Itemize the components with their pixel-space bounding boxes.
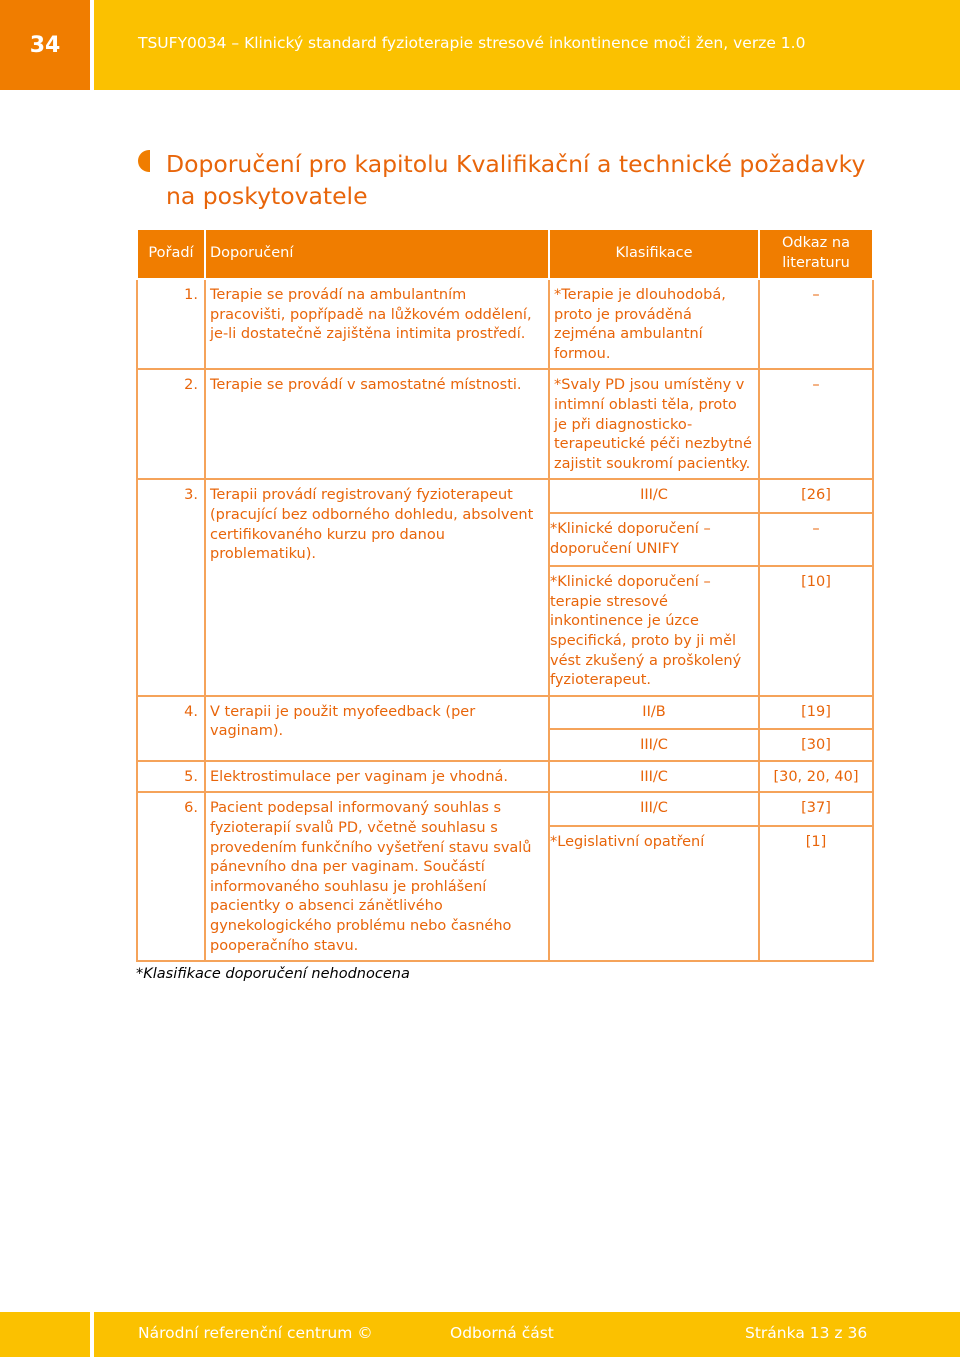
- table-row: [137, 761, 873, 793]
- row-text: Elektrostimulace per vaginam je vhodná.: [205, 761, 549, 793]
- header-reference: Odkaz na literaturu: [759, 229, 873, 279]
- row-classification: *Klinické doporučení – terapie stresové inkontinence je úzce specifická, proto by ji měl vést zkušený a proškolený fyzioterapeut.: [550, 565, 758, 691]
- row-classification: II/B: [642, 703, 666, 720]
- row-classification-group: [549, 792, 759, 961]
- row-order: 2.: [137, 369, 205, 479]
- row-order: 5.: [137, 761, 205, 793]
- section-bullet-icon: [138, 150, 150, 172]
- table-row: [137, 369, 873, 479]
- footer-box: [0, 1312, 90, 1357]
- recommendations-table: [136, 228, 874, 962]
- header-classification: Klasifikace: [549, 229, 759, 279]
- row-reference: [19]: [801, 703, 831, 720]
- footer-section: Odborná část: [450, 1324, 554, 1342]
- row-text: V terapii je použit myofeedback (per vaginam).: [205, 696, 549, 761]
- table-row: [137, 279, 873, 369]
- row-reference: –: [760, 512, 872, 559]
- row-text: Terapii provádí registrovaný fyzioterapeut (pracující bez odborného dohledu, absolvent certifikovaného kurzu pro danou problematiku).: [205, 479, 549, 695]
- row-classification: III/C: [640, 487, 668, 504]
- header-order: Pořadí: [137, 229, 205, 279]
- table-header-row: [137, 229, 873, 279]
- row-classification: *Terapie je dlouhodobá, proto je prováděná zejména ambulantní formou.: [549, 279, 759, 369]
- row-classification: III/C: [549, 761, 759, 793]
- row-reference: –: [759, 279, 873, 369]
- footer-page-count: Stránka 13 z 36: [745, 1324, 868, 1342]
- row-classification-group: [549, 479, 759, 695]
- row-text: Terapie se provádí na ambulantním pracovišti, popřípadě na lůžkovém oddělení, je-li dostatečně zajištěna intimita prostředí.: [205, 279, 549, 369]
- row-classification: *Klinické doporučení – doporučení UNIFY: [550, 512, 758, 559]
- row-reference: [26]: [801, 487, 831, 504]
- row-reference-group: [759, 696, 873, 761]
- row-reference: –: [759, 369, 873, 479]
- row-reference: [30, 20, 40]: [759, 761, 873, 793]
- row-classification-group: [549, 696, 759, 761]
- footer-organization: Národní referenční centrum ©: [138, 1324, 373, 1342]
- row-reference: [30]: [760, 728, 872, 756]
- row-classification: *Legislativní opatření: [550, 825, 758, 853]
- row-classification: III/C: [640, 800, 668, 817]
- table-row: [137, 479, 873, 695]
- page-number: 34: [0, 0, 90, 90]
- row-order: 4.: [137, 696, 205, 761]
- table-row: [137, 696, 873, 761]
- row-reference-group: [759, 792, 873, 961]
- row-reference: [37]: [801, 800, 831, 817]
- row-order: 3.: [137, 479, 205, 695]
- row-classification: III/C: [550, 728, 758, 756]
- page-header: [0, 0, 960, 90]
- row-reference: [1]: [760, 825, 872, 853]
- header-recommendation: Doporučení: [205, 229, 549, 279]
- classification-note: *Klasifikace doporučení nehodnocena: [136, 966, 410, 982]
- header-title: TSUFY0034 – Klinický standard fyzioterapie stresové inkontinence moči žen, verze 1.0: [138, 34, 806, 52]
- table-row: [137, 792, 873, 961]
- row-text: Terapie se provádí v samostatné místnosti.: [205, 369, 549, 479]
- row-classification: *Svaly PD jsou umístěny v intimní oblasti těla, proto je při diagnosticko-terapeutické péči nezbytné zajistit soukromí pacientky.: [549, 369, 759, 479]
- row-text: Pacient podepsal informovaný souhlas s fyzioterapií svalů PD, včetně souhlasu s provedením funkčního vyšetření stavu svalů pánevního dna per vaginam. Součástí informovaného souhlasu je prohlášení pacientky o absenci zánětlivého gynekologického problému nebo časného pooperačního stavu.: [205, 792, 549, 961]
- row-reference: [10]: [760, 565, 872, 683]
- row-reference-group: [759, 479, 873, 695]
- row-order: 1.: [137, 279, 205, 369]
- section-title: Doporučení pro kapitolu Kvalifikační a technické požadavky na poskytovatele: [166, 150, 866, 210]
- page-footer: [0, 1312, 960, 1357]
- row-order: 6.: [137, 792, 205, 961]
